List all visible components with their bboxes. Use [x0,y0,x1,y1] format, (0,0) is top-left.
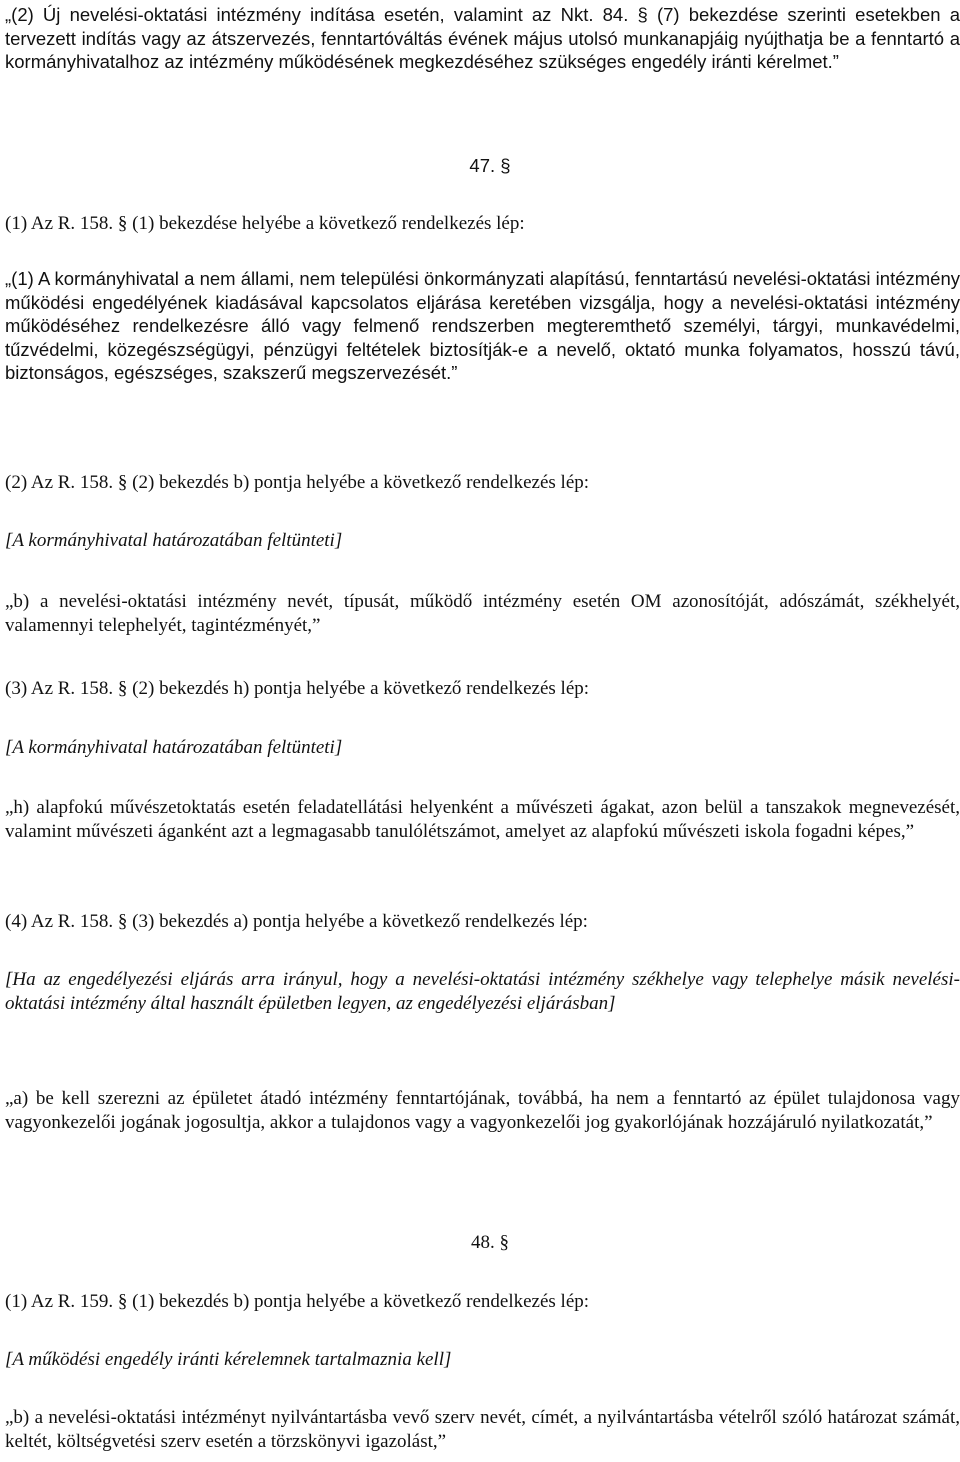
paragraph-47-4-intro: (4) Az R. 158. § (3) bekezdés a) pontja helyébe a következő rendelkezés lép: [5,911,588,932]
paragraph-48-1-text: „b) a nevelési-oktatási intézményt nyilvántartásba vevő szerv nevét, címét, a nyilvántartásba vételről szóló határozat számát, keltét, költségvetési szerv esetén a törzskönyvi igazolást,” [5,1407,960,1452]
paragraph-new-institution: „(2) Új nevelési-oktatási intézmény indítása esetén, valamint az Nkt. 84. § (7) bekezdése szerinti esetekben a tervezett indítás vagy az átszervezés, fenntartóváltás évének május utolsó munkanapjáig nyújthatja be a fenntartó a kormányhivatalhoz az intézmény működésének megkezdéséhez szükséges engedély iránti kérelmet.” [5,4,960,72]
paragraph-47-4-text: „a) be kell szerezni az épületet átadó intézmény fenntartójának, továbbá, ha nem a fenntartó az épület tulajdonosa vagy vagyonkezelői jogának jogosultja, akkor a tulajdonos vagy a vagyonkezelői jog gyakorlójának hozzájáruló nyilatkozatát,” [5,1088,960,1133]
paragraph-47-1-text: „(1) A kormányhivatal a nem állami, nem települési önkormányzati alapítású, fenntartású nevelési-oktatási intézmény működési engedélyének kiadásával kapcsolatos eljárása keretében vizsgálja, hogy a nevelési-oktatási intézmény működéséhez rendelkezésre álló vagy felmenő rendszerben megteremthető személyi, tárgyi, munkavédelmi, tűzvédelmi, közegészségügyi, pénzügyi feltételek biztosítják-e a nevelő, oktató munka folyamatos, hosszú távú, biztonságos, egészséges, szakszerű megszervezését.” [5,268,960,383]
paragraph-47-2-intro: (2) Az R. 158. § (2) bekezdés b) pontja helyébe a következő rendelkezés lép: [5,472,590,493]
paragraph-48-1-intro: (1) Az R. 159. § (1) bekezdés b) pontja helyébe a következő rendelkezés lép: [5,1291,590,1312]
section-heading-47: 47. § [469,155,511,176]
paragraph-47-4-context: [Ha az engedélyezési eljárás arra irányul, hogy a nevelési-oktatási intézmény székhelye vagy telephelye másik nevelési-oktatási intézmény által használt épületben legyen, az engedélyezési eljárásban] [5,969,960,1014]
paragraph-47-2-text: „b) a nevelési-oktatási intézmény nevét, típusát, működő intézmény esetén OM azonosítóját, adószámát, székhelyét, valamennyi telephelyét, tagintézményét,” [5,591,960,636]
paragraph-47-3-intro: (3) Az R. 158. § (2) bekezdés h) pontja helyébe a következő rendelkezés lép: [5,678,590,699]
section-heading-48: 48. § [471,1232,509,1253]
paragraph-47-2-context: [A kormányhivatal határozatában feltünteti] [5,530,343,551]
paragraph-47-3-text: „h) alapfokú művészetoktatás esetén feladatellátási helyenként a művészeti ágakat, azon belül a tanszakok megnevezését, valamint művészeti áganként azt a legmagasabb tanulólétszámot, amelyet az alapfokú művészeti iskola fogadni képes,” [5,797,960,842]
paragraph-47-1-intro: (1) Az R. 158. § (1) bekezdése helyébe a következő rendelkezés lép: [5,213,525,234]
paragraph-48-1-context: [A működési engedély iránti kérelemnek tartalmaznia kell] [5,1349,452,1370]
paragraph-47-3-context: [A kormányhivatal határozatában feltünteti] [5,737,343,758]
